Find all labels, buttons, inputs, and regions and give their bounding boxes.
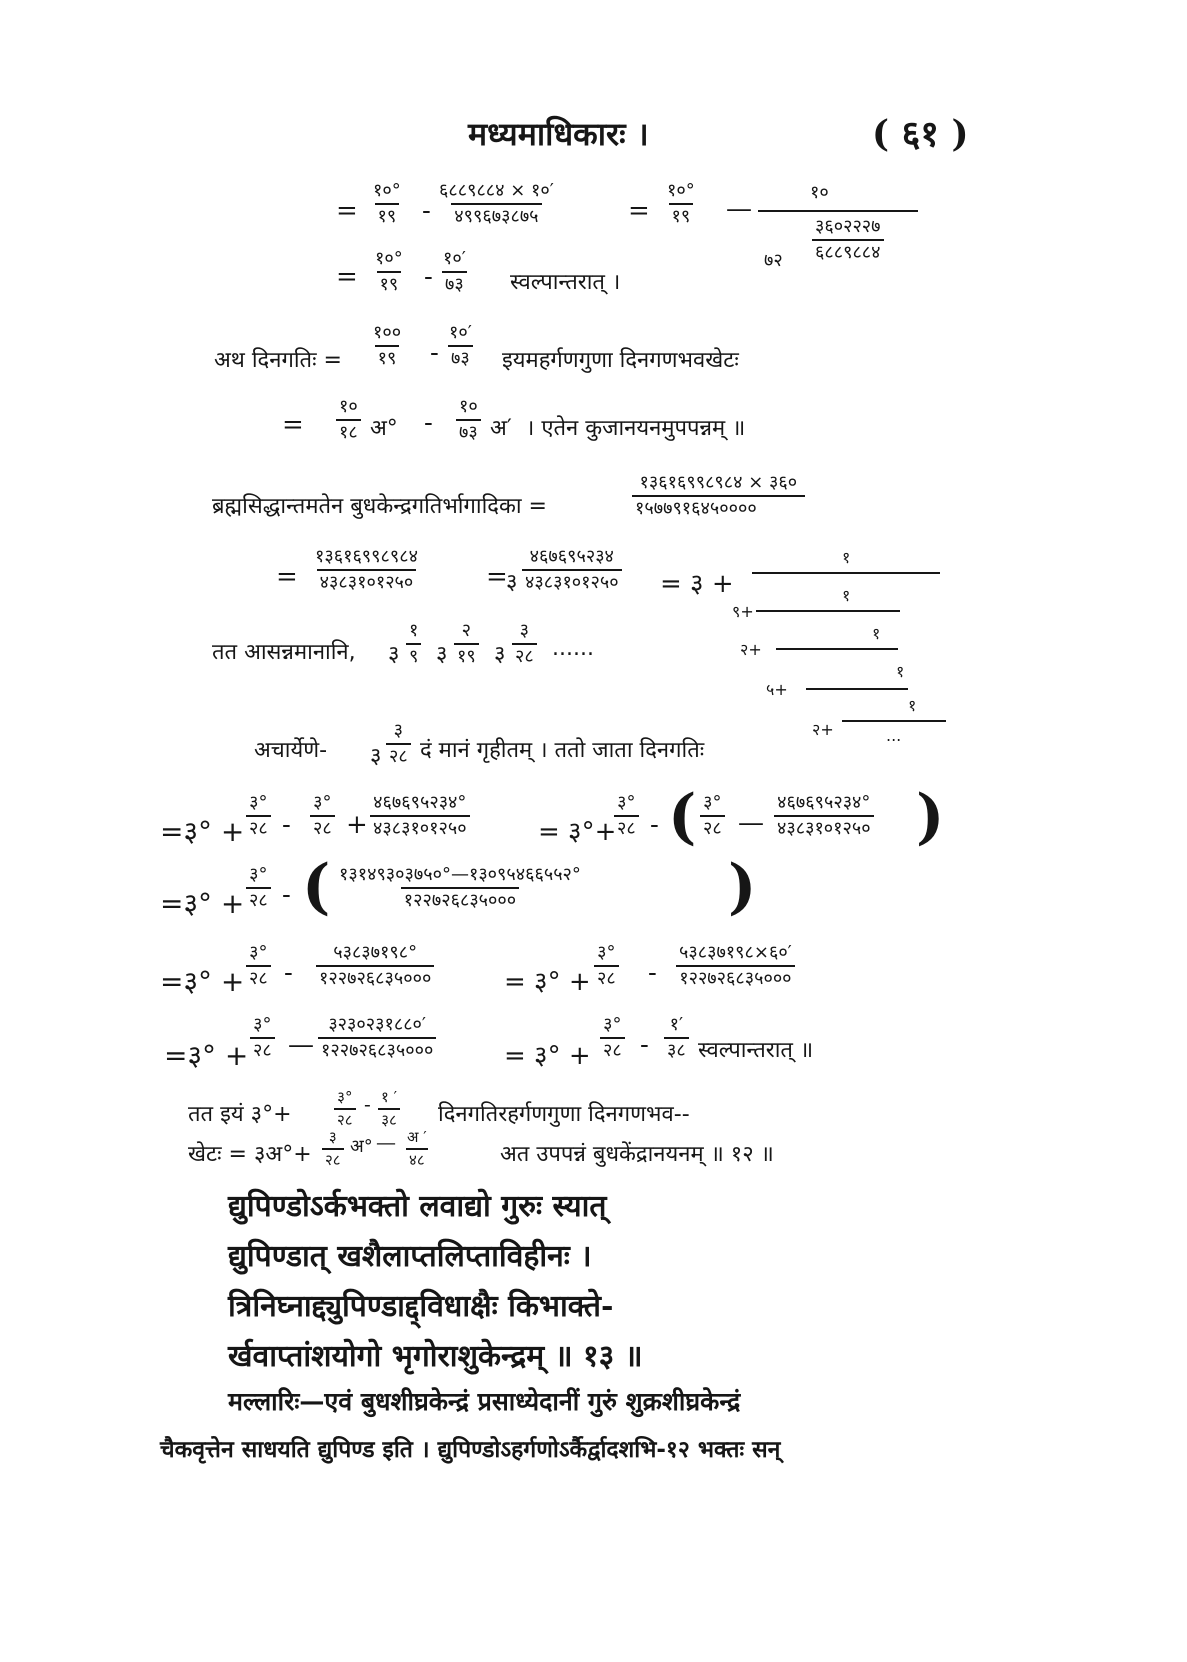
plus-sign: +: [346, 810, 368, 840]
fraction-bar: [752, 572, 940, 574]
cf-numerator: १: [842, 586, 851, 605]
ellipsis: ......: [552, 636, 594, 661]
minus-sign: -: [650, 810, 659, 840]
tata-label: तत इयं ३°+: [188, 1102, 292, 1127]
minus-sign: -: [284, 958, 293, 988]
fraction: १०′ ७३: [443, 248, 466, 295]
minus-sign: —: [726, 194, 752, 224]
commentary-line-1: मल्लारिः—एवं बुधशीघ्रकेन्द्रं प्रसाध्येदानीं गुरुं शुक्रशीघ्रकेन्द्रं: [228, 1387, 741, 1416]
lead-term: =३° +: [160, 887, 245, 920]
equals-term: = ३ +: [660, 569, 734, 599]
whole-part: ३: [506, 570, 518, 595]
page-number: ( ६१ ): [872, 113, 969, 155]
fraction: ३° २८: [594, 944, 619, 988]
minus-sign: —: [738, 808, 764, 838]
verse-line-1: द्युपिण्डोऽर्कभक्तो लवाद्यो गुरुः स्यात्: [228, 1189, 607, 1224]
fraction: १ ९: [406, 622, 421, 666]
fraction: ३ २८: [512, 622, 537, 666]
acharya-label: अचार्येणे-: [254, 738, 328, 763]
equals-sign: =: [336, 262, 358, 292]
fraction: ३° २८: [700, 794, 725, 838]
fraction: ३° २८: [600, 1016, 625, 1060]
cf-mid-term: ७२: [764, 250, 783, 271]
minus-sign: —: [288, 1030, 314, 1060]
equals-sign: =: [628, 196, 650, 226]
verse-line-2: द्युपिण्डात् खशैलाप्तलिप्ताविहीनः ।: [228, 1239, 592, 1274]
cf-numerator: १०: [810, 182, 829, 203]
fraction: ४६७६९५२३४° ४३८३१०१२५०: [774, 794, 874, 838]
minus-sign: —: [376, 1130, 396, 1154]
fraction: १३६१६९९८९८४ ४३८३१०१२५०: [315, 546, 418, 593]
fraction: ३ २८: [386, 722, 411, 766]
close-paren: ): [728, 852, 757, 922]
mid-term: = ३° +: [504, 1041, 591, 1071]
fraction-bar: [842, 720, 946, 722]
minus-sign: -: [282, 880, 291, 910]
fraction: ६८८९८८४ × १०′ ४९९६७३८७५: [439, 180, 554, 227]
cf-denominator: ...: [886, 726, 902, 745]
fraction: १०° १९: [375, 248, 403, 295]
cf-denominator: २+: [812, 720, 834, 739]
acharya-text: दं मानं गृहीतम् । ततो जाता दिनगतिः: [420, 738, 705, 763]
verse-line-4: र्खवाप्तांशयोगो भृगोराशुकेन्द्रम् ॥ १३ ॥: [228, 1339, 643, 1374]
minus-sign: -: [424, 262, 433, 292]
fraction: अ ′ ४८: [407, 1128, 427, 1169]
cf-numerator: १: [896, 662, 905, 681]
fraction-bar: [756, 610, 900, 612]
remark-text: । एतेन कुजानयनमुपपन्नम् ॥: [526, 416, 746, 441]
fraction: ३ २८: [322, 1130, 344, 1168]
fraction: १०० १९: [373, 322, 402, 369]
fraction: १० ७३: [456, 398, 481, 442]
minus-sign: -: [424, 408, 433, 438]
whole-part: ३: [370, 744, 382, 769]
fraction: ४६७६९५२३४° ४३८३१०१२५०: [370, 794, 470, 838]
fraction: ३° २८: [246, 794, 271, 838]
fraction: ५३८३७१९८° १२२७२६८३५०००: [316, 944, 434, 988]
cf-denominator: ९+: [732, 602, 754, 621]
tata-text: दिनगतिरहर्गणगुणा दिनगणभव--: [438, 1102, 690, 1127]
fraction: १३६१६९९८९८४ × ३६० १५७७९१६४५००००: [632, 474, 805, 518]
khetah-label: खेटः = ३अ°+: [188, 1142, 312, 1167]
minus-sign: -: [430, 338, 439, 368]
fraction: १३१४९३०३७५०°—१३०९५४६६५५२° १२२७२६८३५०००: [339, 864, 581, 911]
open-paren: (: [302, 852, 331, 922]
whole-part: ३: [494, 642, 506, 667]
fraction: १ ′ ३८: [378, 1090, 400, 1128]
commentary-line-2: चैकवृत्तेन साधयति द्युपिण्ड इति । द्युपिण्डोऽहर्गणोऽर्कैर्द्वादशभि-१२ भक्तः सन्: [160, 1437, 781, 1463]
equals-sign: =: [282, 410, 304, 440]
cf-numerator: १: [872, 624, 881, 643]
whole-part: ३: [388, 642, 400, 667]
equals-sign: =: [276, 562, 298, 592]
fraction-bar: [776, 648, 898, 650]
unit-text: अ′: [490, 416, 512, 441]
lead-term: =३° +: [160, 965, 245, 998]
khetah-text: अत उपपन्नं बुधकेंद्रानयनम् ॥ १२ ॥: [500, 1142, 774, 1167]
minus-sign: -: [364, 1092, 371, 1116]
fraction: १०′ ७३: [449, 322, 472, 369]
fraction: ५३८३७१९८×६०′ १२२७२६८३५०००: [676, 944, 795, 988]
equals-sign: =: [486, 562, 508, 592]
close-paren: ): [916, 782, 945, 852]
mid-term: = ३°+: [538, 817, 617, 847]
minus-sign: -: [640, 1030, 649, 1060]
unit-text: अ°: [350, 1136, 373, 1157]
fraction: १′ ३८: [664, 1016, 689, 1060]
fraction: ३° २८: [334, 1090, 356, 1128]
fraction: ४६७६९५२३४ ४३८३१०१२५०: [522, 548, 622, 592]
cf-denominator: २+: [740, 640, 762, 659]
minus-sign: -: [648, 958, 657, 988]
equals-sign: =: [336, 196, 358, 226]
minus-sign: -: [422, 196, 431, 226]
cf-numerator: १: [842, 548, 851, 567]
fraction-bar: [758, 210, 918, 212]
fraction: ३° २८: [310, 794, 335, 838]
page-header-title: मध्यमाधिकारः ।: [468, 115, 649, 153]
minus-sign: -: [282, 810, 291, 840]
cf-numerator: १: [908, 696, 917, 715]
fraction: ३° २८: [614, 794, 639, 838]
fraction: १०° १९: [667, 180, 695, 227]
fraction: १० १८: [336, 398, 361, 442]
fraction: ३२३०२३१८८०′ १२२७२६८३५०००: [318, 1016, 436, 1060]
verse-line-3: त्रिनिघ्नाद्द्युपिण्डाद्द्विधाक्षैः किभाक्ते-: [228, 1289, 614, 1324]
remark-text: स्वल्पान्तरात् ।: [510, 270, 621, 295]
open-paren: (: [668, 782, 697, 852]
fraction-bar: [806, 688, 908, 690]
dinagati-text: इयमहर्गणगुणा दिनगणभवखेटः: [502, 348, 739, 373]
fraction: ३° २८: [250, 1016, 275, 1060]
lead-term: =३° +: [164, 1039, 249, 1072]
unit-text: अ°: [370, 416, 398, 441]
cf-denominator: ५+: [766, 680, 788, 699]
fraction: ३° २८: [246, 944, 271, 988]
dinagati-label: अथ दिनगतिः =: [214, 348, 342, 373]
asanna-label: तत आसन्नमानानि,: [212, 640, 356, 665]
fraction: १०° १९: [373, 180, 401, 227]
fraction: ३६०२२२७ ६८८९८८४: [812, 218, 884, 262]
lead-term: =३° +: [160, 815, 245, 848]
fraction: २ १९: [454, 622, 479, 666]
remark-text: स्वल्पान्तरात् ॥: [698, 1038, 814, 1063]
brahma-label: ब्रह्मसिद्धान्तमतेन बुधकेन्द्रगतिर्भागादिका =: [212, 494, 547, 519]
fraction: ३° २८: [246, 866, 271, 910]
whole-part: ३: [436, 642, 448, 667]
mid-term: = ३° +: [504, 967, 591, 997]
